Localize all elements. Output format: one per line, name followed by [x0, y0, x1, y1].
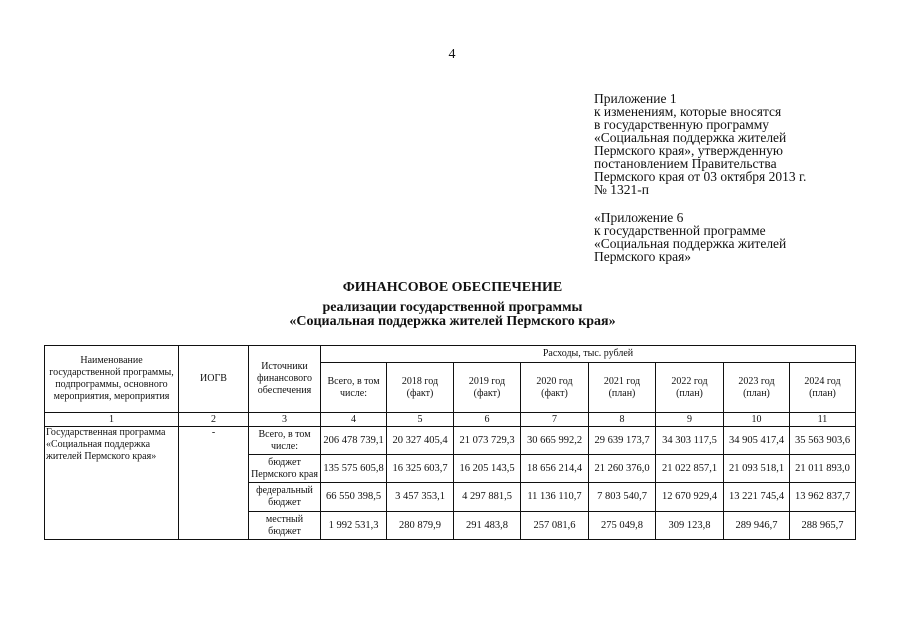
appendix-line: «Социальная поддержка жителей	[594, 236, 787, 251]
value-cell: 206 478 739,1	[321, 427, 387, 455]
appendix-line: «Приложение 6	[594, 210, 684, 225]
column-number: 10	[724, 413, 790, 427]
column-number: 11	[790, 413, 856, 427]
header-expenses: Расходы, тыс. рублей	[321, 346, 856, 363]
header-total: Всего, в том числе:	[321, 363, 387, 413]
value-cell: 34 303 117,5	[656, 427, 724, 455]
value-cell: 289 946,7	[724, 512, 790, 540]
column-number: 9	[656, 413, 724, 427]
value-cell: 16 325 603,7	[387, 455, 454, 483]
source-cell: федеральный бюджет	[249, 483, 321, 512]
value-cell: 66 550 398,5	[321, 483, 387, 512]
value-cell: 135 575 605,8	[321, 455, 387, 483]
appendix-line: в государственную программу	[594, 117, 770, 132]
value-cell: 35 563 903,6	[790, 427, 856, 455]
appendix-line: постановлением Правительства	[594, 156, 777, 171]
value-cell: 20 327 405,4	[387, 427, 454, 455]
document-subtitle-1: реализации государственной программы	[322, 300, 583, 315]
source-cell: местный бюджет	[249, 512, 321, 540]
value-cell: 275 049,8	[589, 512, 656, 540]
value-cell: 16 205 143,5	[454, 455, 521, 483]
source-cell: Всего, в том числе:	[249, 427, 321, 455]
appendix-block-1	[594, 92, 806, 196]
appendix-line: Пермского края»	[594, 249, 692, 264]
appendix-block-2	[594, 211, 806, 263]
header-year: 2024 год (план)	[790, 363, 856, 413]
header-name: Наименование государственной программы, подпрограммы, основного мероприятия, мероприятия	[45, 346, 179, 413]
column-number: 1	[45, 413, 179, 427]
column-number: 2	[179, 413, 249, 427]
value-cell: 288 965,7	[790, 512, 856, 540]
value-cell: 12 670 929,4	[656, 483, 724, 512]
column-number: 6	[454, 413, 521, 427]
value-cell: 257 081,6	[521, 512, 589, 540]
value-cell: 13 962 837,7	[790, 483, 856, 512]
document-title: ФИНАНСОВОЕ ОБЕСПЕЧЕНИЕ	[342, 280, 563, 295]
value-cell: 13 221 745,4	[724, 483, 790, 512]
header-year: 2023 год (план)	[724, 363, 790, 413]
value-cell: 21 011 893,0	[790, 455, 856, 483]
value-cell: 29 639 173,7	[589, 427, 656, 455]
value-cell: 30 665 992,2	[521, 427, 589, 455]
value-cell: 21 073 729,3	[454, 427, 521, 455]
value-cell: 11 136 110,7	[521, 483, 589, 512]
program-iogv: -	[179, 427, 249, 540]
value-cell: 21 260 376,0	[589, 455, 656, 483]
value-cell: 18 656 214,4	[521, 455, 589, 483]
value-cell: 7 803 540,7	[589, 483, 656, 512]
header-year: 2020 год (факт)	[521, 363, 589, 413]
value-cell: 34 905 417,4	[724, 427, 790, 455]
value-cell: 21 093 518,1	[724, 455, 790, 483]
header-year: 2019 год (факт)	[454, 363, 521, 413]
appendix-line: Приложение 1	[594, 91, 677, 106]
value-cell: 291 483,8	[454, 512, 521, 540]
financing-table	[44, 345, 856, 540]
header-year: 2022 год (план)	[656, 363, 724, 413]
appendix-header	[594, 92, 806, 263]
value-cell: 3 457 353,1	[387, 483, 454, 512]
document-subtitle-2: «Социальная поддержка жителей Пермского края»	[289, 314, 616, 329]
appendix-line: № 1321-п	[594, 182, 649, 197]
column-number: 3	[249, 413, 321, 427]
program-name: Государственная программа «Социальная поддержка жителей Пермского края»	[45, 427, 179, 540]
column-number: 7	[521, 413, 589, 427]
header-year: 2018 год (факт)	[387, 363, 454, 413]
appendix-line: к изменениям, которые вносятся	[594, 104, 782, 119]
value-cell: 4 297 881,5	[454, 483, 521, 512]
value-cell: 21 022 857,1	[656, 455, 724, 483]
header-year: 2021 год (план)	[589, 363, 656, 413]
appendix-line: Пермского края от 03 октября 2013 г.	[594, 169, 807, 184]
column-number: 8	[589, 413, 656, 427]
appendix-line: к государственной программе	[594, 223, 766, 238]
page-number: 4	[448, 47, 456, 62]
column-number: 4	[321, 413, 387, 427]
header-iogv: ИОГВ	[179, 346, 249, 413]
source-cell: бюджет Пермского края	[249, 455, 321, 483]
value-cell: 1 992 531,3	[321, 512, 387, 540]
column-number: 5	[387, 413, 454, 427]
value-cell: 309 123,8	[656, 512, 724, 540]
value-cell: 280 879,9	[387, 512, 454, 540]
appendix-line: «Социальная поддержка жителей	[594, 130, 787, 145]
header-sources: Источники финансового обеспечения	[249, 346, 321, 413]
appendix-line: Пермского края», утвержденную	[594, 143, 783, 158]
